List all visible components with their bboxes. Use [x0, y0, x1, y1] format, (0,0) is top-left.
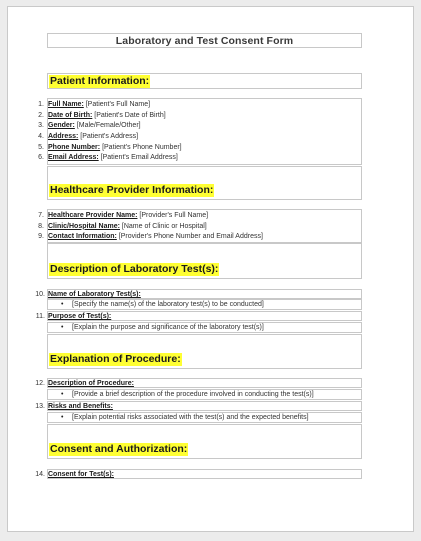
section-provider-heading: Healthcare Provider Information:	[50, 184, 214, 196]
item-test-purpose-instruction[interactable]: • [Explain the purpose and significance of the laboratory test(s)]	[47, 322, 362, 333]
field-clinic-name[interactable]: 8. Clinic/Hospital Name: [Name of Clinic or Hospital]	[38, 222, 207, 230]
section-patient-heading: Patient Information:	[50, 75, 150, 87]
item-consent-for-tests[interactable]: 14. Consent for Test(s):	[47, 469, 362, 479]
field-date-of-birth[interactable]: 2. Date of Birth: [Patient's Date of Birth]	[38, 111, 166, 119]
item-test-name[interactable]: 10. Name of Laboratory Test(s):	[47, 289, 362, 299]
item-risks-benefits[interactable]: 13. Risks and Benefits:	[47, 401, 362, 411]
section-description-header	[47, 243, 362, 279]
field-address[interactable]: 4. Address: [Patient's Address]	[38, 133, 139, 141]
item-risks-benefits-instruction[interactable]: • [Explain potential risks associated with the test(s) and the expected benefits]	[47, 412, 362, 423]
patient-fields-list	[38, 98, 362, 165]
section-consent-header	[47, 424, 362, 459]
document-title: Laboratory and Test Consent Form	[47, 33, 362, 48]
field-full-name[interactable]: 1. Full Name: [Patient's Full Name]	[38, 101, 151, 108]
field-provider-name[interactable]: 7. Healthcare Provider Name: [Provider's Full Name]	[38, 212, 209, 219]
bullet-icon: •	[61, 301, 64, 308]
bullet-icon: •	[61, 391, 64, 398]
section-consent-heading: Consent and Authorization:	[50, 443, 188, 455]
section-procedure-heading: Explanation of Procedure:	[50, 353, 181, 365]
bullet-icon: •	[61, 414, 64, 421]
item-test-purpose[interactable]: 11. Purpose of Test(s):	[47, 311, 362, 321]
section-description-heading: Description of Laboratory Test(s):	[50, 263, 219, 275]
item-procedure-description[interactable]: 12. Description of Procedure:	[47, 378, 362, 388]
field-contact-information[interactable]: 9. Contact Information: [Provider's Phone Number and Email Address]	[38, 233, 263, 241]
section-patient-header	[47, 73, 362, 89]
item-test-name-instruction[interactable]: • [Specify the name(s) of the laboratory test(s) to be conducted]	[47, 299, 362, 310]
field-gender[interactable]: 3. Gender: [Male/Female/Other]	[38, 122, 141, 130]
section-provider-header	[47, 166, 362, 200]
field-email-address[interactable]: 6. Email Address: [Patient's Email Address]	[38, 154, 178, 162]
field-phone-number[interactable]: 5. Phone Number: [Patient's Phone Number]	[38, 143, 182, 151]
section-procedure-header	[47, 334, 362, 369]
item-procedure-description-instruction[interactable]: • [Provide a brief description of the procedure involved in conducting the test(s)]	[47, 389, 362, 400]
provider-fields-list	[38, 209, 362, 243]
bullet-icon: •	[61, 324, 64, 331]
